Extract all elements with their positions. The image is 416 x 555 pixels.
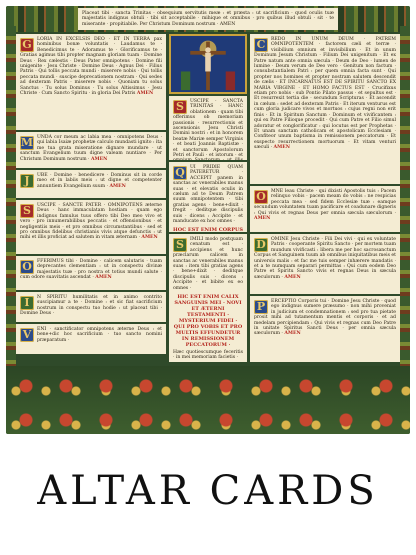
crucifixion-illustration <box>169 34 247 94</box>
simili-panel <box>169 234 247 362</box>
drop-cap-i: I <box>20 296 34 310</box>
drop-cap-o: O <box>20 260 34 274</box>
right-vine-border <box>400 26 410 371</box>
drop-cap-s: S <box>20 204 34 218</box>
jube-panel <box>16 170 166 198</box>
suscipe-trinitas-panel <box>169 96 247 160</box>
domine-jesu-panel <box>250 234 400 294</box>
munda-cor-panel <box>16 132 166 168</box>
drop-cap-g: G <box>20 38 34 52</box>
suscipe-pater-amen: AMEN <box>141 235 158 241</box>
offerimus-amen: AMEN <box>95 275 112 281</box>
drop-cap-v: V <box>20 328 34 342</box>
gloria-amen: AMEN <box>136 91 154 97</box>
drop-cap-c: C <box>254 38 268 52</box>
jube-amen: AMEN <box>109 183 126 189</box>
drop-cap-j: J <box>20 174 34 188</box>
page-title: ALTAR CARDS <box>37 468 379 514</box>
left-vine-border <box>6 26 16 371</box>
crucifix-icon <box>171 36 245 92</box>
suscipe-pater-panel <box>16 200 166 254</box>
top-intro-text: Placeat tibi · sancta Trinitas · obsequium servitutis meæ : et præsta : ut sacrificium · quod oculis tuæ majestatis indignus obtuli · tibi sit acceptabile · mihique et omnibus · pro quibus illud obtuli · sit · te miserante · propitiabile. Per Christum Dominum nostrum · AMEN <box>82 11 334 27</box>
drop-cap-o2: O <box>254 190 268 204</box>
drop-cap-d: D <box>254 238 268 252</box>
jube-text: UBE · Domine · benedicere · Dominus sit in corde meo et in labiis meis : ut digne et competenter annuntiem Evangelium suum · <box>37 173 162 189</box>
munda-cor-amen: AMEN <box>90 156 108 162</box>
pax-panel <box>250 186 400 232</box>
credo-amen: AMEN <box>273 145 290 151</box>
credo-panel <box>250 34 400 184</box>
bottom-floral-border <box>6 366 410 434</box>
credo-text: REDO IN UNUM DEUM · PATREM OMNIPOTENTEM · factorem cæli et terræ · visibilium omnium et invisibilium · Et in unum Dominum Jesum Christum · Filium Dei unigenitum · Et ex Patre natum ante omnia sæcula · Deum de Deo · lumen de lumine · Deum verum de Deo vero · Genitum non factum · consubstantialem Patri : per quem omnia facta sunt · Qui propter nos homines et propter nostram salutem descendit de cælis · ET INCARNATUS EST DE SPIRITU SANCTO EX MARIA VIRGINE · ET HOMO FACTUS EST · Crucifixus etiam pro nobis · sub Pontio Pilato passus · et sepultus est · Et resurrexit tertia die · secundum Scripturas · Et ascendit in cælum : sedet ad dexteram Patris · Et iterum venturus est cum gloria judicare vivos et mortuos : cujus regni non erit finis · Et in Spiritum Sanctum · Dominum et vivificantem : qui ex Patre Filioque procedit · Qui cum Patre et Filio simul adoratur et conglorificatur : qui locutus est per Prophetas · Et unam sanctam catholicam et apostolicam Ecclesiam · Confiteor unum baptisma in remissionem peccatorum · Et exspecto resurrectionem mortuorum · Et vitam venturi sæculi · <box>254 37 396 151</box>
munda-cor-text: UNDA cor meum ac labia mea · omnipotens Deus · qui labia Isaiæ prophetæ calculo mundasti ignito : ita me tua grata miseratione dignare mundare · ut sanctum Evangelium tuum digne valeam nuntiare · Per Christum Dominum nostrum · <box>20 135 163 162</box>
gloria-text: LORIA IN EXCELSIS DEO · ET IN TERRA pax hominibus bonæ voluntatis · Laudamus te · Benedicimus te · Adoramus te · Glorificamus te · Gratias agimus tibi propter magnam gloriam tuam · Domine Deus · Rex cælestis · Deus Pater omnipotens · Domine fili unigenite · Jesu Christe · Domine Deus · Agnus Dei · Filius Patris · Qui tollis peccata mundi · miserere nobis · Qui tollis peccata mundi · suscipe deprecationem nostram · Qui sedes ad dexteram Patris · miserere nobis · Quoniam tu solus Sanctus · Tu solus Dominus · Tu solus Altissimus · Jesu Christe · Cum Sancto Spiritu · in gloria Dei Patris <box>20 37 162 97</box>
perceptio-amen: AMEN <box>284 331 301 337</box>
drop-cap-p: P <box>254 300 268 314</box>
veni-text: ENI · sanctificator omnipotens æterne Deus : et bene+dic hoc sacrificium · tuo sancto nomini præparatum · <box>37 327 162 343</box>
altar-cards-illumination <box>6 6 410 434</box>
suscipe-pater-text: USCIPE · SANCTE PATER · OMNIPOTENS æterne Deus · hanc immaculatam hostiam · quam ego indignus famulus tuus offero tibi Deo meo vivo et vero · pro innumerabilibus peccatis · et offensionibus · et negligentiis meis · et pro omnibus circumstantibus · sed et pro omnibus fidelibus christianis vivis atque defunctis : ut mihi et illis proficiat ad salutem in vitam æternam · <box>20 203 162 241</box>
veni-panel <box>16 324 166 354</box>
in-spiritu-panel <box>16 292 166 322</box>
suscipe-trinitas-text: USCIPE · SANCTA TRINITAS · HANC oblationem · quam tibi offerimus ob memoriam passionis · resurrectionis et ascensionis Jesu Christi Domini nostri : et in honorem beatæ Mariæ semper Virginis · et beati Joannis Baptistæ · et sanctorum Apostolorum Petri et Pauli · et istorum · et <box>173 99 243 159</box>
offerimus-panel <box>16 256 166 290</box>
qui-pridie-panel <box>169 162 247 232</box>
gloria-panel <box>16 34 166 130</box>
drop-cap-m: M <box>20 136 34 149</box>
drop-cap-s3: S <box>173 238 187 252</box>
perceptio-panel <box>250 296 400 362</box>
qui-pridie-text: UI PRIDIE QUAM PATERETUR · ACCEPIT panem in sanctas ac venerabiles manus suas · et elevatis oculis in cælum ad te Deum Patrem suum omnipotentem · tibi gratias agens · bene+dixit · fregit · deditque discipulis suis · dicens : Accipite · et manducate ex hoc omnes · <box>173 165 243 225</box>
simili-text: IMILI modo postquam cenatum est · accipiens et hunc præclarum calicem in sanctas ac venerabiles manus suas : item tibi gratias agens · bene+dixit · deditque discipulis suis · dicens : Accipite · et bibite ex eo omnes · <box>173 237 243 291</box>
consecration-host-heading: HOC EST ENIM CORPUS <box>173 227 243 232</box>
consecration-chalice-heading: HIC EST ENIM CALIX SANGUINIS MEI · NOVI ET ÆTERNI TESTAMENTI · MYSTERIUM FIDEI · QUI PRO VOBIS ET PRO MULTIS EFFUNDETUR IN REMISSIONEM PECCATORUM · <box>173 294 243 349</box>
domine-jesu-amen: AMEN <box>284 274 301 280</box>
perceptio-text: ERCEPTIO Corporis tui · Domine Jesu Christe · quod ego indignus sumere præsumo · non mihi proveniat in judicium et condemnationem : sed pro tua pietate prosit mihi ad tutamentum mentis et corporis · et ad medelam percipiendam : Qui vivis et regnas cum Deo Patre in unitate Spiritus Sancti Deus · per omnia sæcula sæculorum · <box>254 299 396 337</box>
top-intro-panel <box>78 8 338 30</box>
haec-quotiescumque-text: Hæc quotiescumque feceritis · in mei memoriam facietis · <box>173 350 243 361</box>
pax-amen: AMEN <box>254 216 271 222</box>
drop-cap-q: Q <box>173 166 187 180</box>
domine-jesu-text: OMINE Jesu Christe · Fili Dei vivi · qui ex voluntate Patris · cooperante Spiritu Sancto · per mortem tuam mundum vivificasti : libera me per hoc sacrosanctum Corpus et Sanguinem tuum ab omnibus iniquitatibus meis et universis malis : et fac me tuis semper inhærere mandatis · et a te numquam separari permittas : Qui cum eodem Deo Patre et Spiritu Sancto vivis et regnas Deus in sæcula sæculorum · <box>254 237 396 280</box>
drop-cap-s2: S <box>173 100 187 114</box>
offerimus-text: FFERIMUS tibi · Domine · calicem salutaris · tuam deprecantes clementiam : ut in conspectu divinæ majestatis tuæ · pro nostra et totius mundi salute · cum odore suavitatis ascendat · <box>20 259 162 281</box>
pax-text: MNE leau Christe · qui dixisti Apostolis tuis : Pacem relinquo vobis · pacem meam do vobis : ne respicias peccata mea · sed fidem Ecclesiæ tuæ : eamque secundum voluntatem tuam pacificare et coadunare digneris : Qui vivis et regnas Deus per omnia sæcula sæculorum · <box>254 189 396 216</box>
in-spiritu-text: N SPIRITU humilitatis et in animo contrito suscipiamur a te · Domine : et sic fiat sacrificium nostrum in conspectu tuo hodie : ut placeat tibi · Domine Deus · <box>20 295 162 317</box>
